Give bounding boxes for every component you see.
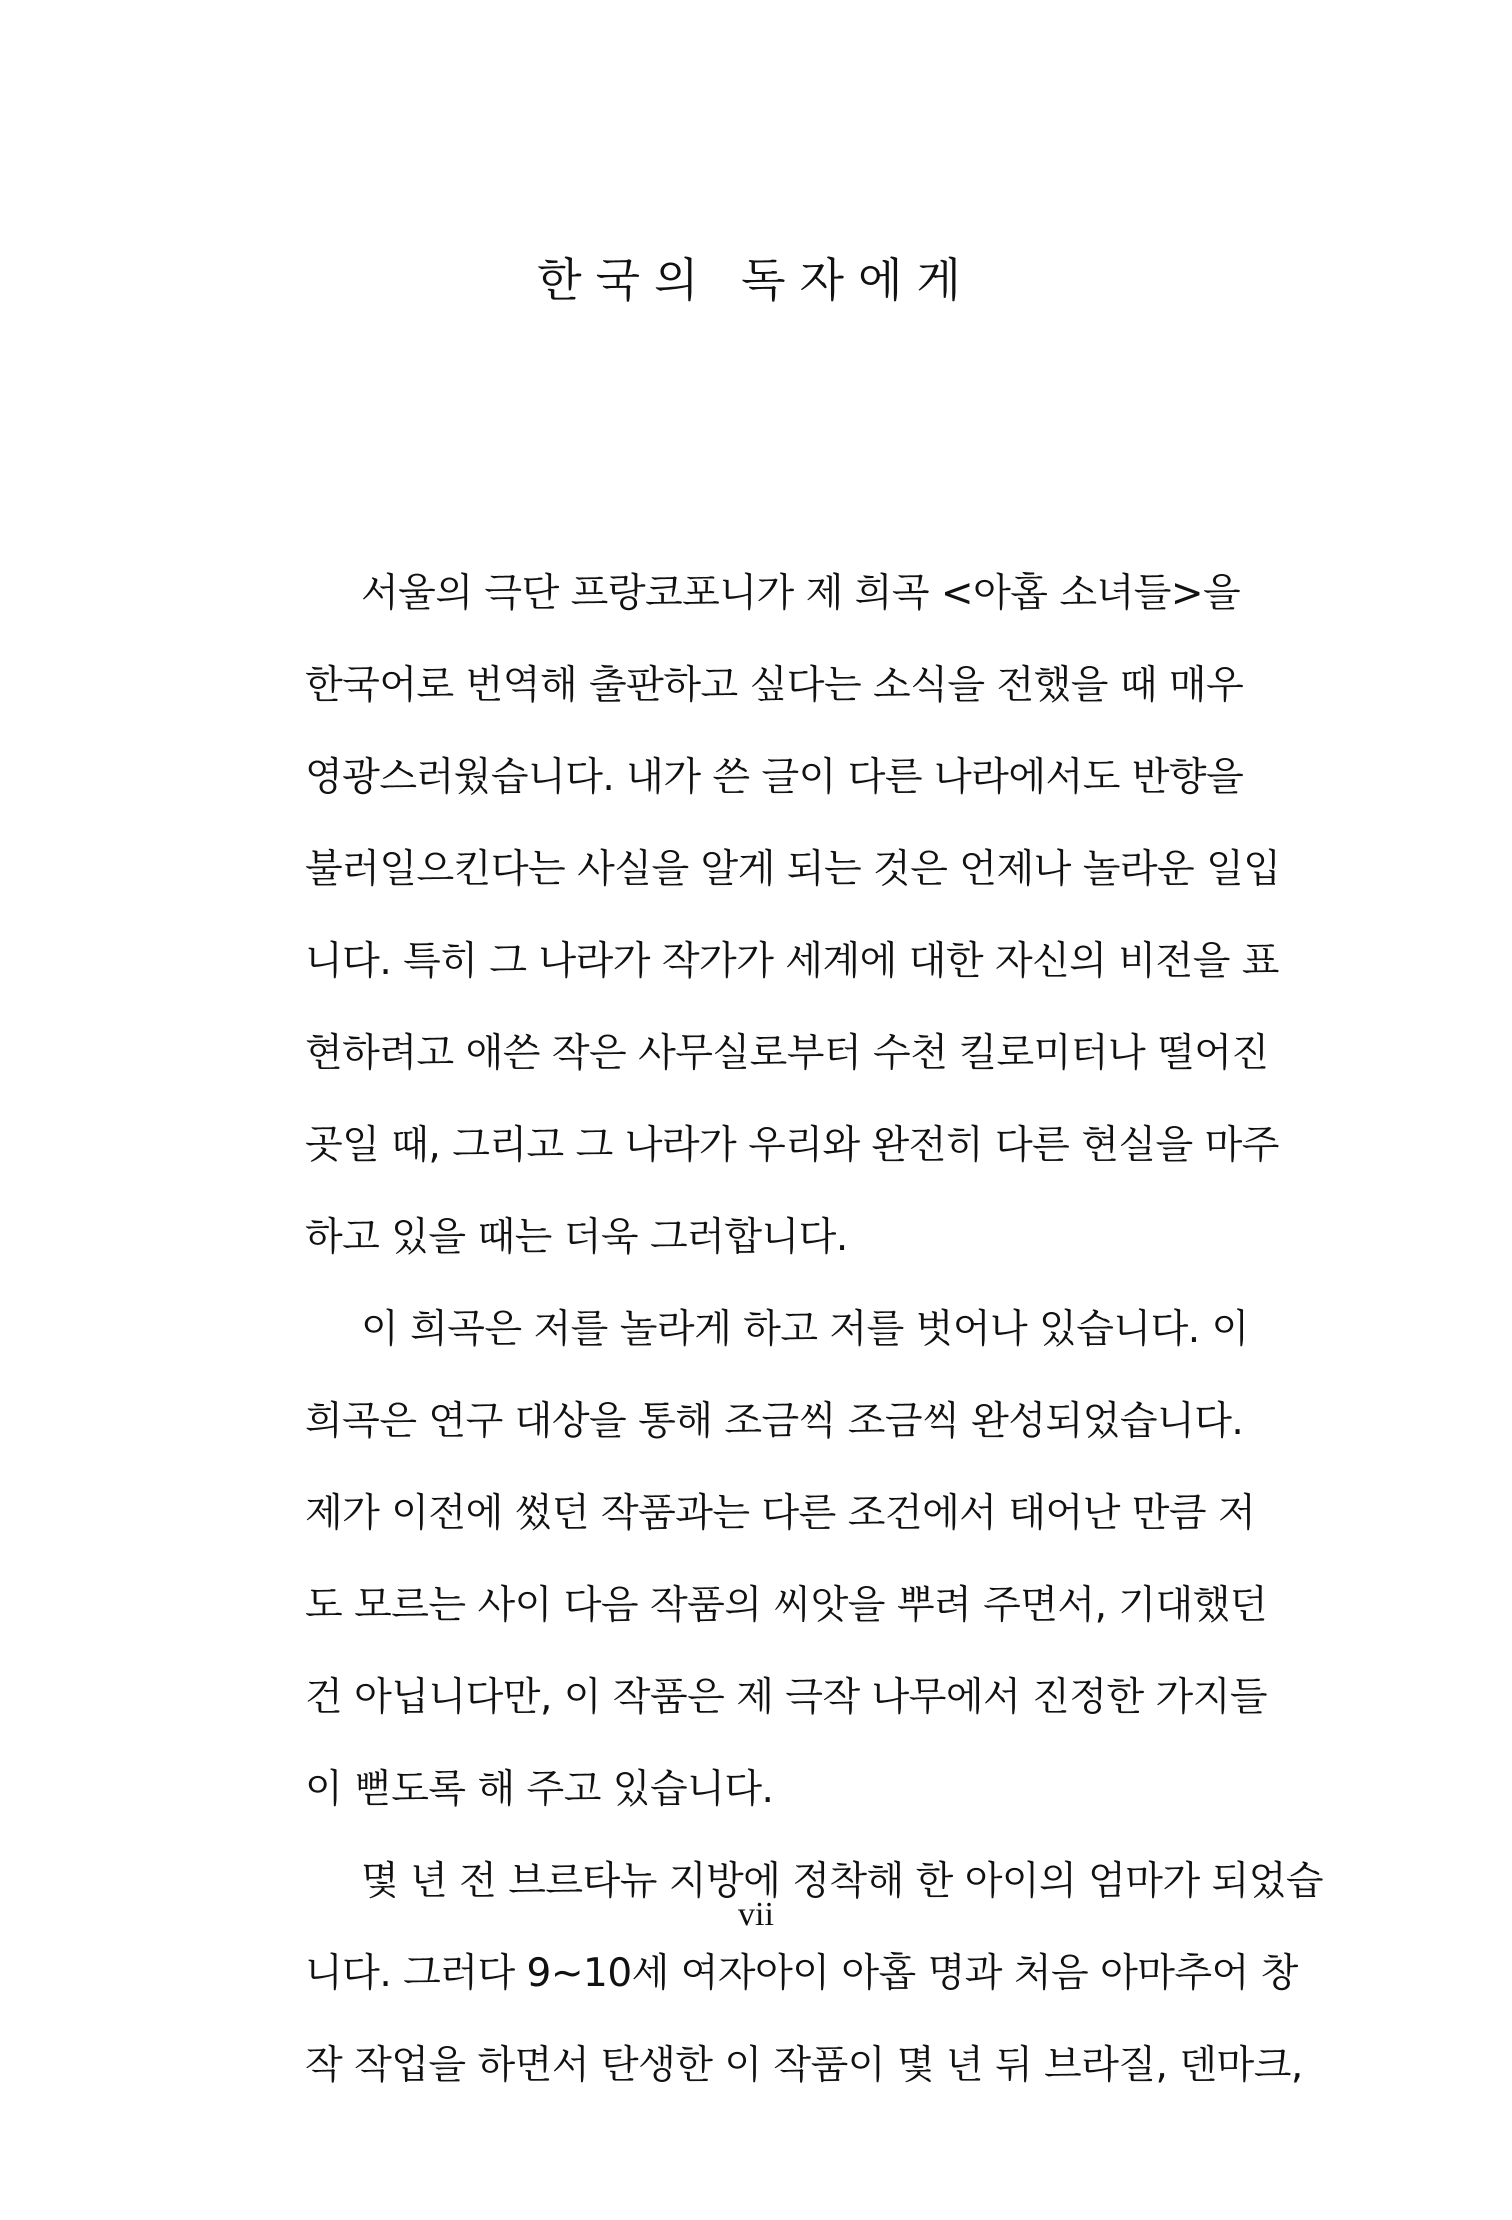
paragraph-2: [305, 1284, 1268, 1836]
text-line: 이 뻗도록 해 주고 있습니다.: [305, 1767, 774, 1812]
text-line: 영광스러웠습니다. 내가 쓴 글이 다른 나라에서도 반향을: [305, 755, 1244, 800]
text-line: 건 아닙니다만, 이 작품은 제 극작 나무에서 진정한 가지들: [305, 1675, 1268, 1720]
text-line: 곳일 때, 그리고 그 나라가 우리와 완전히 다른 현실을 마주: [305, 1123, 1279, 1168]
text-line: 도 모르는 사이 다음 작품의 씨앗을 뿌려 주면서, 기대했던: [305, 1583, 1268, 1628]
text-line: 제가 이전에 썼던 작품과는 다른 조건에서 태어난 만큼 저: [305, 1491, 1256, 1536]
paragraph-1: [305, 548, 1281, 1284]
body-text: [305, 548, 1324, 2112]
text-line: 이 희곡은 저를 놀라게 하고 저를 벗어나 있습니다. 이: [361, 1307, 1249, 1352]
text-line: 몇 년 전 브르타뉴 지방에 정착해 한 아이의 엄마가 되었습: [361, 1859, 1324, 1904]
text-line: 서울의 극단 프랑코포니가 제 희곡 <아홉 소녀들>을: [361, 571, 1241, 616]
page-number: vii: [738, 1896, 774, 1933]
text-line: 희곡은 연구 대상을 통해 조금씩 조금씩 완성되었습니다.: [305, 1399, 1244, 1444]
text-line: 불러일으킨다는 사실을 알게 되는 것은 언제나 놀라운 일입: [305, 847, 1281, 892]
text-line: 하고 있을 때는 더욱 그러합니다.: [305, 1215, 848, 1260]
text-line: 니다. 특히 그 나라가 작가가 세계에 대한 자신의 비전을 표: [305, 939, 1279, 984]
paragraph-3: [305, 1836, 1324, 2112]
text-line: 니다. 그러다 9~10세 여자아이 아홉 명과 처음 아마추어 창: [305, 1951, 1298, 1996]
page-title: 한국의 독자에게: [537, 253, 975, 307]
text-line: 현하려고 애쓴 작은 사무실로부터 수천 킬로미터나 떨어진: [305, 1031, 1269, 1076]
text-line: 작 작업을 하면서 탄생한 이 작품이 몇 년 뒤 브라질, 덴마크,: [305, 2043, 1303, 2088]
text-line: 한국어로 번역해 출판하고 싶다는 소식을 전했을 때 매우: [305, 663, 1244, 708]
